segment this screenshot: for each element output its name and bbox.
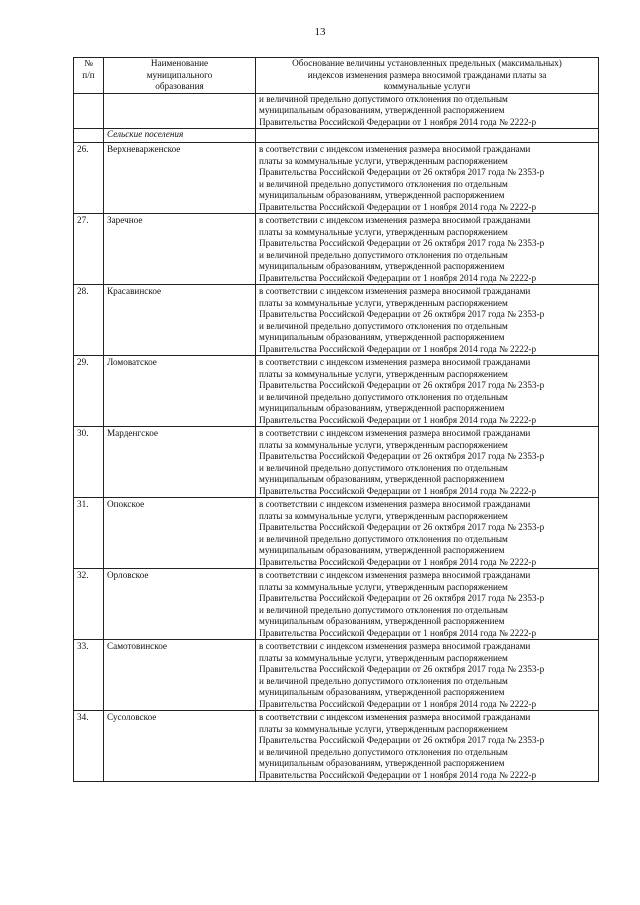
basis-line: муниципальным образованиям, утвержденной распоряжением xyxy=(259,616,505,626)
basis-line: платы за коммунальные услуги, утвержденным распоряжением xyxy=(259,155,508,166)
basis-line: Правительства Российской Федерации от 1 ноября 2014 года № 2222-р xyxy=(259,769,537,780)
row-number: 30. xyxy=(74,427,104,498)
basis-text xyxy=(256,214,599,285)
tariff-index-table xyxy=(73,57,599,782)
basis-line: платы за коммунальные услуги, утвержденным распоряжением xyxy=(259,723,508,734)
table-row xyxy=(74,569,599,640)
header-municipality-line: образования xyxy=(155,81,204,91)
table-row xyxy=(74,143,599,214)
basis-line: в соответствии с индексом изменения размера вносимой гражданами xyxy=(259,499,531,509)
basis-line: в соответствии с индексом изменения размера вносимой гражданами xyxy=(259,428,531,438)
basis-line: Правительства Российской Федерации от 26 октября 2017 года № 2353-р xyxy=(259,309,545,319)
basis-line: и величиной предельно допустимого отклонения по отдельным xyxy=(259,533,508,544)
page-number: 13 xyxy=(314,26,326,38)
basis-line: платы за коммунальные услуги, утвержденным распоряжением xyxy=(259,652,508,663)
basis-line: Правительства Российской Федерации от 1 ноября 2014 года № 2222-р xyxy=(259,556,537,567)
basis-line: муниципальным образованиям, утвержденной распоряжением xyxy=(259,190,505,200)
header-number xyxy=(74,58,104,94)
basis-line: муниципальным образованиям, утвержденной распоряжением xyxy=(259,105,505,115)
header-basis xyxy=(256,58,599,94)
municipality-name: Ломоватское xyxy=(104,356,256,427)
basis-text xyxy=(256,143,599,214)
basis-line: и величиной предельно допустимого отклонения по отдельным xyxy=(259,604,508,615)
table-row xyxy=(74,285,599,356)
basis-line: Правительства Российской Федерации от 26 октября 2017 года № 2353-р xyxy=(259,380,545,390)
basis-line: платы за коммунальные услуги, утвержденным распоряжением xyxy=(259,297,508,308)
basis-text xyxy=(256,640,599,711)
table-row xyxy=(74,498,599,569)
basis-line: муниципальным образованиям, утвержденной распоряжением xyxy=(259,758,505,768)
row-number: 31. xyxy=(74,498,104,569)
header-number-line: п/п xyxy=(82,69,95,80)
basis-line: Правительства Российской Федерации от 1 ноября 2014 года № 2222-р xyxy=(259,698,537,709)
basis-line: Правительства Российской Федерации от 26 октября 2017 года № 2353-р xyxy=(259,593,545,603)
municipality-name: Орловское xyxy=(104,569,256,640)
row-number: 28. xyxy=(74,285,104,356)
basis-line: Правительства Российской Федерации от 1 ноября 2014 года № 2222-р xyxy=(259,343,537,354)
header-basis-line: Обоснование величины установленных предельных (максимальных) xyxy=(292,58,562,68)
basis-line: Правительства Российской Федерации от 26 октября 2017 года № 2353-р xyxy=(259,451,545,461)
header-number-line: № xyxy=(84,58,93,68)
row-number: 34. xyxy=(74,711,104,782)
basis-line: и величиной предельно допустимого отклонения по отдельным xyxy=(259,93,508,104)
continuation-row xyxy=(74,93,599,129)
row-number: 27. xyxy=(74,214,104,285)
row-number: 29. xyxy=(74,356,104,427)
municipality-name: Сусоловское xyxy=(104,711,256,782)
continuation-basis-cell xyxy=(256,93,599,129)
basis-line: Правительства Российской Федерации от 26 октября 2017 года № 2353-р xyxy=(259,238,545,248)
basis-line: муниципальным образованиям, утвержденной распоряжением xyxy=(259,332,505,342)
basis-line: и величиной предельно допустимого отклонения по отдельным xyxy=(259,320,508,331)
basis-line: Правительства Российской Федерации от 1 ноября 2014 года № 2222-р xyxy=(259,414,537,425)
header-municipality xyxy=(104,58,256,94)
basis-text xyxy=(256,427,599,498)
table-row xyxy=(74,711,599,782)
municipality-name: Самотовинское xyxy=(104,640,256,711)
municipality-name: Марденгское xyxy=(104,427,256,498)
basis-text xyxy=(256,285,599,356)
municipality-name: Верхневарженское xyxy=(104,143,256,214)
section-label: Сельские поселения xyxy=(104,129,256,143)
basis-line: Правительства Российской Федерации от 26 октября 2017 года № 2353-р xyxy=(259,735,545,745)
table-header-row xyxy=(74,58,599,94)
basis-line: муниципальным образованиям, утвержденной распоряжением xyxy=(259,474,505,484)
row-number: 33. xyxy=(74,640,104,711)
row-number: 26. xyxy=(74,143,104,214)
basis-line: платы за коммунальные услуги, утвержденным распоряжением xyxy=(259,439,508,450)
table-row xyxy=(74,214,599,285)
basis-line: и величиной предельно допустимого отклонения по отдельным xyxy=(259,675,508,686)
basis-text xyxy=(256,356,599,427)
basis-text xyxy=(256,498,599,569)
basis-line: в соответствии с индексом изменения размера вносимой гражданами xyxy=(259,570,531,580)
basis-line: платы за коммунальные услуги, утвержденным распоряжением xyxy=(259,368,508,379)
basis-line: Правительства Российской Федерации от 1 ноября 2014 года № 2222-р xyxy=(259,201,537,212)
basis-line: Правительства Российской Федерации от 26 октября 2017 года № 2353-р xyxy=(259,664,545,674)
municipality-name: Опокское xyxy=(104,498,256,569)
basis-line: в соответствии с индексом изменения размера вносимой гражданами xyxy=(259,144,531,154)
section-row xyxy=(74,129,599,143)
continuation-num-cell xyxy=(74,93,104,129)
basis-line: в соответствии с индексом изменения размера вносимой гражданами xyxy=(259,215,531,225)
basis-line: в соответствии с индексом изменения размера вносимой гражданами xyxy=(259,357,531,367)
basis-line: Правительства Российской Федерации от 26 октября 2017 года № 2353-р xyxy=(259,522,545,532)
basis-line: и величиной предельно допустимого отклонения по отдельным xyxy=(259,746,508,757)
basis-line: муниципальным образованиям, утвержденной распоряжением xyxy=(259,261,505,271)
table-row xyxy=(74,640,599,711)
basis-line: и величиной предельно допустимого отклонения по отдельным xyxy=(259,249,508,260)
basis-text xyxy=(256,711,599,782)
basis-line: в соответствии с индексом изменения размера вносимой гражданами xyxy=(259,641,531,651)
basis-line: муниципальным образованиям, утвержденной распоряжением xyxy=(259,545,505,555)
table-row xyxy=(74,427,599,498)
basis-line: в соответствии с индексом изменения размера вносимой гражданами xyxy=(259,712,531,722)
basis-line: муниципальным образованиям, утвержденной распоряжением xyxy=(259,687,505,697)
basis-line: платы за коммунальные услуги, утвержденным распоряжением xyxy=(259,226,508,237)
header-basis-line: индексов изменения размера вносимой гражданами платы за xyxy=(307,69,547,80)
row-number: 32. xyxy=(74,569,104,640)
basis-line: и величиной предельно допустимого отклонения по отдельным xyxy=(259,462,508,473)
basis-line: платы за коммунальные услуги, утвержденным распоряжением xyxy=(259,510,508,521)
section-num-cell xyxy=(74,129,104,143)
section-basis-cell xyxy=(256,129,599,143)
municipality-name: Заречное xyxy=(104,214,256,285)
basis-line: Правительства Российской Федерации от 1 ноября 2014 года № 2222-р xyxy=(259,116,537,127)
basis-line: и величиной предельно допустимого отклонения по отдельным xyxy=(259,391,508,402)
table-row xyxy=(74,356,599,427)
header-basis-line: коммунальные услуги xyxy=(383,81,471,91)
basis-line: в соответствии с индексом изменения размера вносимой гражданами xyxy=(259,286,531,296)
basis-text xyxy=(256,569,599,640)
continuation-name-cell xyxy=(104,93,256,129)
header-municipality-line: Наименование xyxy=(150,58,209,68)
basis-line: и величиной предельно допустимого отклонения по отдельным xyxy=(259,178,508,189)
basis-line: Правительства Российской Федерации от 1 ноября 2014 года № 2222-р xyxy=(259,272,537,283)
municipality-name: Красавинское xyxy=(104,285,256,356)
header-municipality-line: муниципального xyxy=(146,69,213,80)
basis-line: Правительства Российской Федерации от 26 октября 2017 года № 2353-р xyxy=(259,167,545,177)
basis-line: Правительства Российской Федерации от 1 ноября 2014 года № 2222-р xyxy=(259,627,537,638)
basis-line: муниципальным образованиям, утвержденной распоряжением xyxy=(259,403,505,413)
basis-line: Правительства Российской Федерации от 1 ноября 2014 года № 2222-р xyxy=(259,485,537,496)
basis-line: платы за коммунальные услуги, утвержденным распоряжением xyxy=(259,581,508,592)
